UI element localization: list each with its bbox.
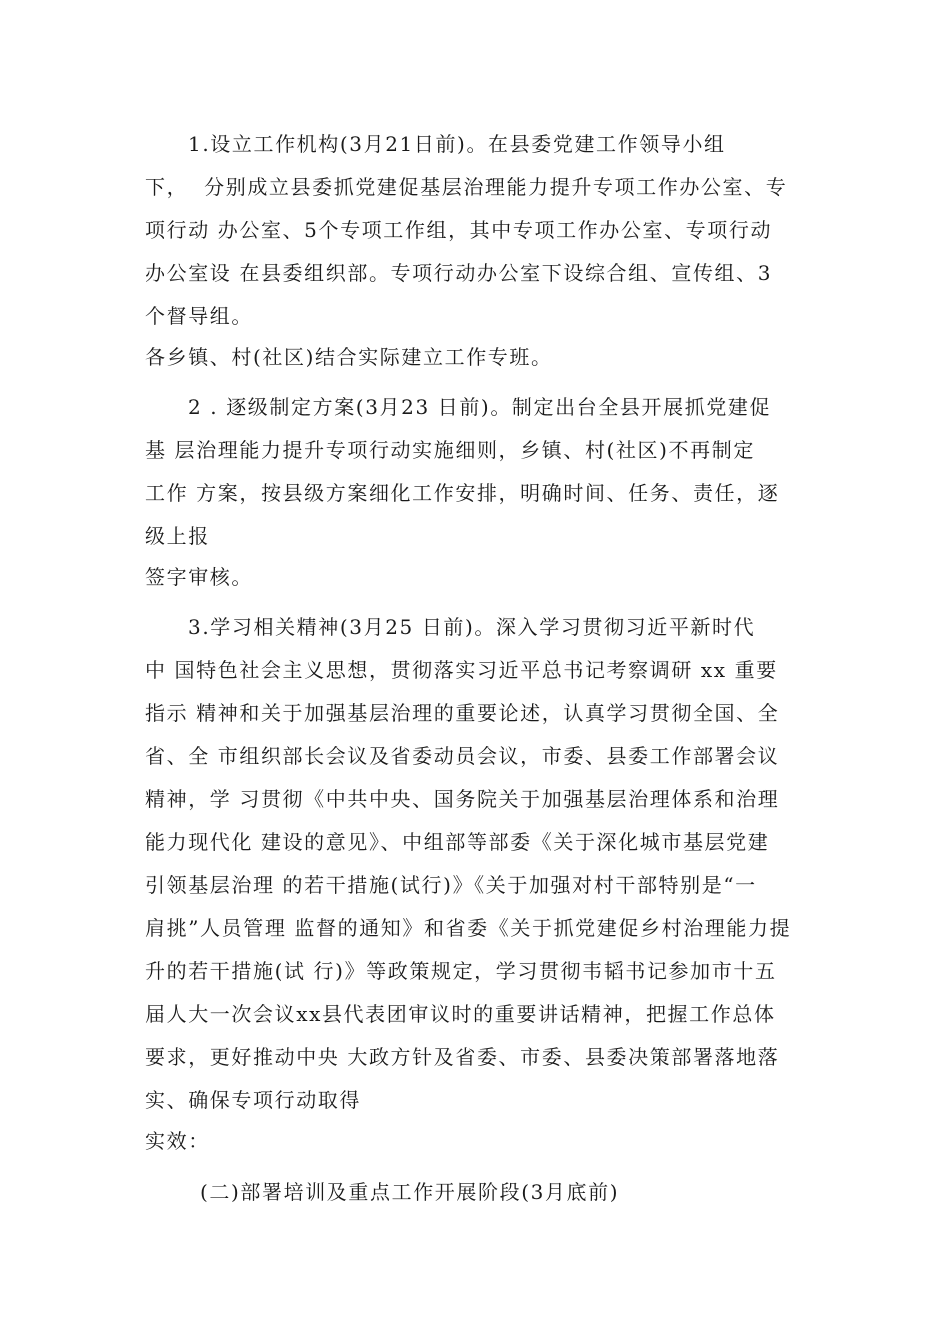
paragraph-3-line-2: 中 国特色社会主义思想，贯彻落实习近平总书记考察调研 xx 重要 [145, 658, 778, 682]
paragraph-1-line-3: 项行动 办公室、5个专项工作组，其中专项工作办公室、专项行动 [145, 218, 773, 242]
paragraph-1-line-5: 个督导组。 [145, 304, 253, 328]
paragraph-3-line-6: 能力现代化 建设的意见》、中组部等部委《关于深化城市基层党建 [145, 830, 770, 854]
paragraph-1-line-1: 1.设立工作机构(3月21日前)。在县委党建工作领导小组 [188, 132, 726, 156]
paragraph-3-line-3: 指示 精神和关于加强基层治理的重要论述，认真学习贯彻全国、全 [145, 701, 780, 725]
paragraph-2-line-2: 基 层治理能力提升专项行动实施细则，乡镇、村(社区)不再制定 [145, 438, 755, 462]
paragraph-3-line-9: 升的若干措施(试 行)》等政策规定，学习贯彻韦韬书记参加市十五 [145, 959, 777, 983]
paragraph-2-line-5: 签字审核。 [145, 565, 253, 589]
paragraph-1-line-4: 办公室设 在县委组织部。专项行动办公室下设综合组、宣传组、3 [145, 261, 773, 285]
paragraph-3-line-1: 3.学习相关精神(3月25 日前)。深入学习贯彻习近平新时代 [188, 615, 756, 639]
paragraph-2-line-1: 2 . 逐级制定方案(3月23 日前)。制定出台全县开展抓党建促 [188, 395, 772, 419]
paragraph-3-line-13: 实效： [145, 1129, 210, 1153]
paragraph-1-line-2: 下， 分别成立县委抓党建促基层治理能力提升专项工作办公室、专 [145, 175, 788, 199]
paragraph-3-line-11: 要求，更好推动中央 大政方针及省委、市委、县委决策部署落地落 [145, 1045, 780, 1069]
paragraph-3-line-10: 届人大一次会议xx县代表团审议时的重要讲话精神，把握工作总体 [145, 1002, 776, 1026]
paragraph-2-line-4: 级上报 [145, 524, 210, 548]
paragraph-1-line-6: 各乡镇、村(社区)结合实际建立工作专班。 [145, 345, 553, 369]
paragraph-3-line-4: 省、全 市组织部长会议及省委动员会议，市委、县委工作部署会议 [145, 744, 780, 768]
paragraph-3-line-12: 实、确保专项行动取得 [145, 1088, 361, 1112]
paragraph-2-line-3: 工作 方案，按县级方案细化工作安排，明确时间、任务、责任，逐 [145, 481, 780, 505]
paragraph-3-line-7: 引领基层治理 的若干措施(试行)》《关于加强对村干部特别是“一 [145, 873, 757, 897]
paragraph-3-line-5: 精神，学 习贯彻《中共中央、国务院关于加强基层治理体系和治理 [145, 787, 780, 811]
paragraph-3-line-8: 肩挑”人员管理 监督的通知》和省委《关于抓党建促乡村治理能力提 [145, 916, 792, 940]
section-heading: (二)部署培训及重点工作开展阶段(3月底前) [200, 1180, 620, 1204]
